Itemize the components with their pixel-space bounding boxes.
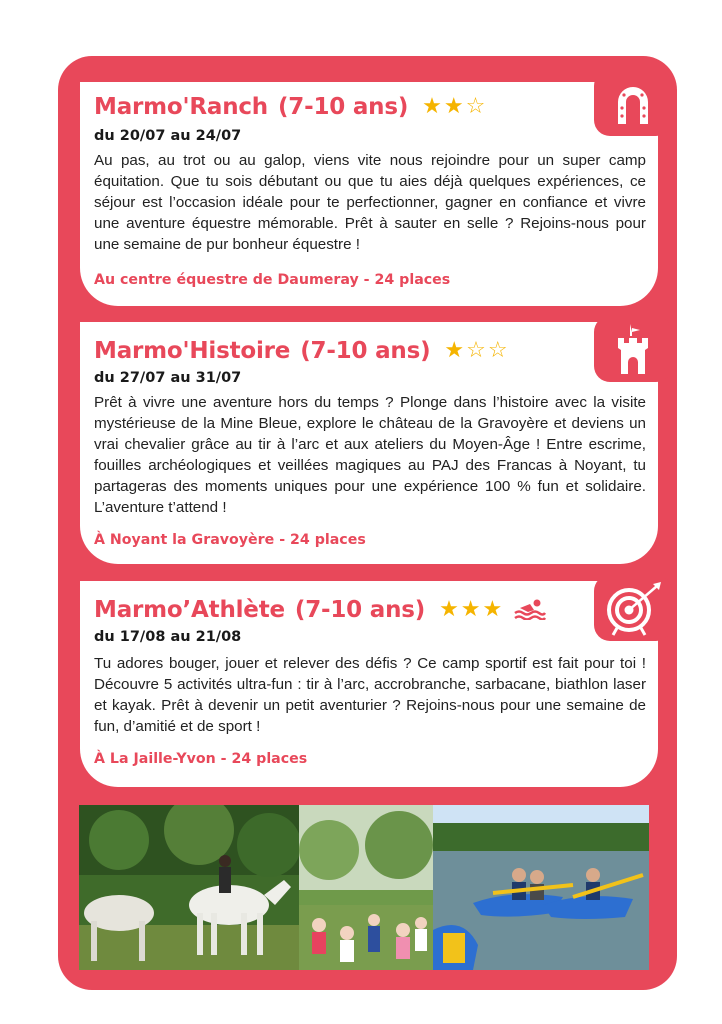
camp-badge [594,70,672,136]
horse-riding-photo [79,805,299,970]
photo-collage [79,805,649,970]
camp-location: À Noyant la Gravoyère - 24 places [94,532,366,548]
camp-name: Marmo'Ranch [94,94,268,120]
children-group-photo [299,805,433,970]
camp-card-ranch [80,82,658,306]
camp-card-athlete [80,581,658,787]
camp-name: Marmo’Athlète [94,597,285,623]
swimming-icon [514,598,546,626]
camp-age: (7-10 ans) [294,597,426,623]
camp-description: Au pas, au trot ou au galop, viens vite nous rejoindre pour un super camp équitation. Que tu sois débutant ou que tu aies déjà quelques expériences, ce séjour est l’occasion idéale pour te perfectionner, gagner en confiance et vivre une aventure équestre mémorable. Prêt à sauter en selle ? Rejoins-nous pour une semaine de pur bonheur équestre ! [94,152,646,253]
camp-description: Prêt à vivre une aventure hors du temps ? Plonge dans l’histoire avec la visite mystérieuse de la Mine Bleue, explore le château de la Gravoyère et deviens un vrai chevalier grâce au tir à l’arc et aux ateliers du Moyen-Âge ! Entre escrime, fouilles archéologiques et veillées magiques au PAJ des Francas à Noyant, tu partageras des moments uniques pour une expérience 100 % fun et solidaire. L’aventure t’attend ! [94,394,646,516]
camp-dates: du 17/08 au 21/08 [94,629,242,645]
camp-dates: du 20/07 au 24/07 [94,128,242,144]
camp-description: Tu adores bouger, jouer et relever des défis ? Ce camp sportif est fait pour toi ! Découvre 5 activités ultra-fun : tir à l’arc, accrobranche, sarbacane, biathlon laser et kayak. Prêt à devenir un petit aventurier ? Rejoins-nous pour une semaine de fun, d’amitié et de sport ! [94,655,646,735]
camp-location: Au centre équestre de Daumeray - 24 places [94,272,451,288]
camp-title [94,597,546,626]
difficulty-stars: ★★★ [439,597,505,622]
camp-badge [594,575,672,641]
camp-age: (7-10 ans) [300,338,431,364]
horseshoe-icon [608,78,658,128]
camp-badge [594,316,672,382]
camp-age: (7-10 ans) [277,94,409,120]
difficulty-stars: ★★☆ [422,94,488,119]
camp-name: Marmo'Histoire [94,338,291,364]
camp-card-histoire [80,322,658,564]
camp-dates: du 27/07 au 31/07 [94,370,242,386]
difficulty-stars: ★☆☆ [444,338,510,363]
camp-title [94,94,487,120]
camp-title [94,338,510,364]
archery-target-icon [603,580,663,636]
camp-location: À La Jaille-Yvon - 24 places [94,751,308,767]
kayak-photo [433,805,649,970]
castle-tower-icon [610,322,656,376]
